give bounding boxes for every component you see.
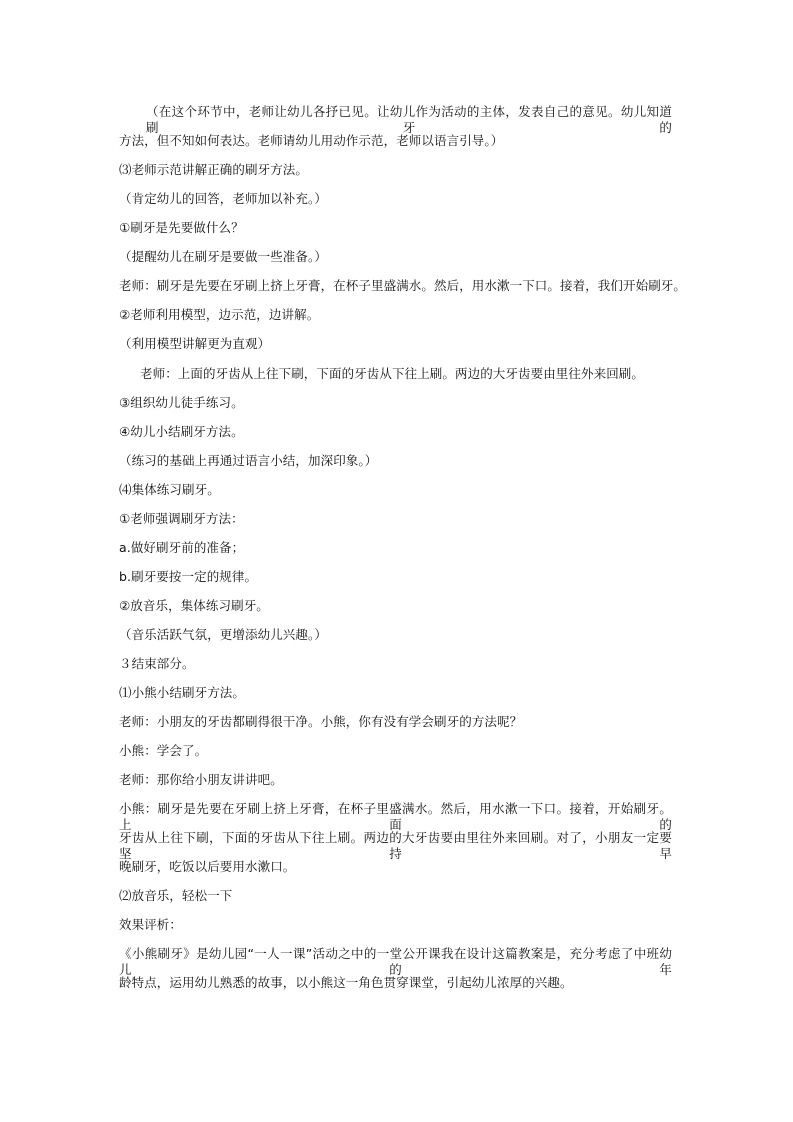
paragraph-line: 方法，但不知如何表达。老师请幼儿用动作示范，老师以语言引导。） — [119, 133, 504, 148]
paragraph-line: 龄特点，运用幼儿熟悉的故事，以小熊这一角色贯穿课堂，引起幼儿浓厚的兴趣。 — [119, 975, 573, 990]
dialogue-line: 老师：上面的牙齿从上往下刷，下面的牙齿从下往上刷。两边的大牙齿要由里往外来回刷。 — [140, 366, 645, 381]
step-heading: ⑷集体练习刷牙。 — [119, 482, 220, 497]
list-item: ①老师强调刷牙方法： — [119, 511, 244, 526]
section-heading: 效果评析： — [119, 917, 183, 932]
list-item: b.刷牙要按一定的规律。 — [119, 569, 258, 584]
list-item: a.做好刷牙前的准备； — [119, 540, 245, 555]
dialogue-line: 老师：小朋友的牙齿都刷得很干净。小熊，你有没有学会刷牙的方法呢？ — [119, 714, 523, 729]
step-heading: ⑴小熊小结刷牙方法。 — [119, 685, 246, 700]
list-item: ②老师利用模型，边示范，边讲解。 — [119, 307, 320, 322]
paragraph-line: （音乐活跃气氛，更增添幼儿兴趣。） — [119, 627, 327, 642]
dialogue-line: 老师：那你给小朋友讲讲吧。 — [119, 772, 283, 787]
paragraph-line: （提醒幼儿在刷牙是要做一些准备。） — [119, 249, 327, 264]
list-item: ③组织幼儿徒手练习。 — [119, 395, 244, 410]
list-item: ①刷牙是先要做什么？ — [119, 220, 244, 235]
step-heading: ⑶老师示范讲解正确的刷牙方法。 — [119, 162, 309, 177]
paragraph-line: （肯定幼儿的回答，老师加以补充。） — [119, 191, 327, 206]
list-item: ④幼儿小结刷牙方法。 — [119, 424, 244, 439]
dialogue-line: 小熊：刷牙是先要在牙刷上挤上牙膏，在杯子里盛满水。然后，用水漱一下口。接着，开始刷牙。上面的 — [119, 801, 672, 832]
list-item: ②放音乐，集体练习刷牙。 — [119, 598, 269, 613]
paragraph-line: （利用模型讲解更为直观） — [119, 336, 271, 351]
dialogue-line: 牙齿从上往下刷，下面的牙齿从下往上刷。两边的大牙齿要由里往外来回刷。对了，小朋友一定要坚持早 — [119, 830, 672, 861]
paragraph-line: （练习的基础上再通过语言小结，加深印象。） — [119, 453, 378, 468]
paragraph-line: 《小熊刷牙》是幼儿园“一人一课”活动之中的一堂公开课我在设计这篇教案是，充分考虑了中班幼儿的年 — [119, 946, 672, 977]
dialogue-line: 小熊：学会了。 — [119, 743, 208, 758]
step-heading: ⑵放音乐，轻松一下 — [119, 888, 233, 903]
dialogue-line: 晚刷牙，吃饭以后要用水漱口。 — [119, 859, 296, 874]
section-heading: ３结束部分。 — [119, 656, 195, 671]
dialogue-line: 老师：刷牙是先要在牙刷上挤上牙膏，在杯子里盛满水。然后，用水漱一下口。接着，我们开始刷牙。 — [119, 278, 687, 293]
paragraph-line: （在这个环节中，老师让幼儿各抒已见。让幼儿作为活动的主体，发表自己的意见。幼儿知道刷牙的 — [146, 104, 672, 135]
